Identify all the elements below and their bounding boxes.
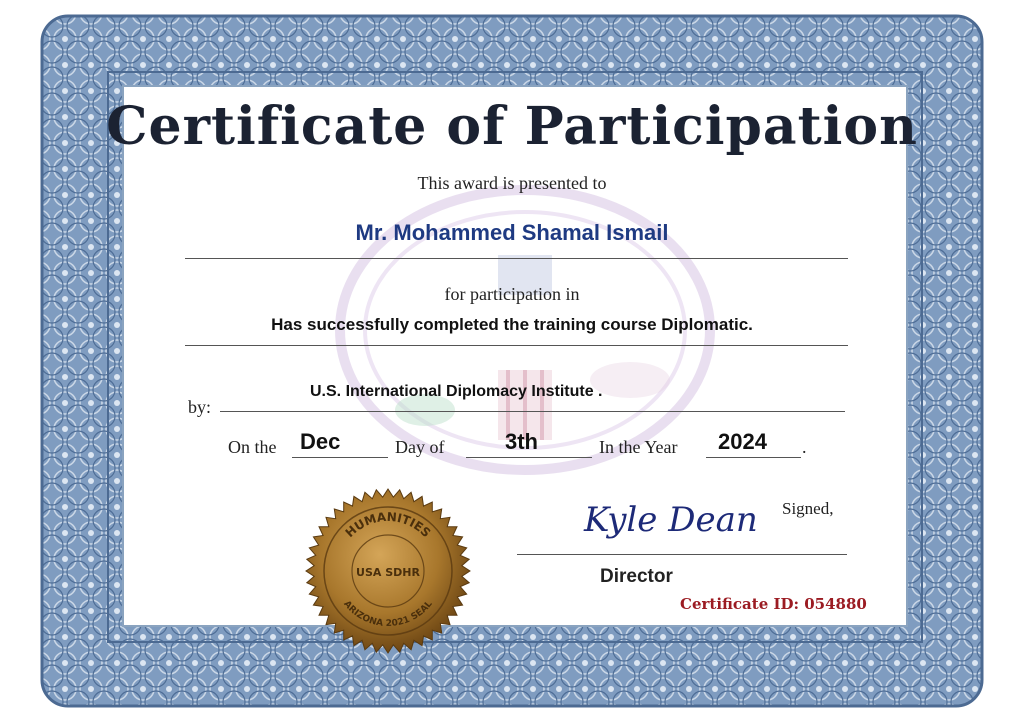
director-signature: Kyle Dean [584, 500, 758, 540]
year-label: In the Year [599, 437, 678, 457]
month-underline [292, 457, 388, 458]
day-value: 3th [505, 429, 538, 454]
day-underline [466, 457, 592, 458]
recipient-underline [185, 258, 848, 259]
signed-label: Signed, [782, 499, 834, 518]
seal-center-text: USA SDHR [356, 566, 420, 579]
presented-to-text: This award is presented to [417, 173, 607, 193]
participation-text: for participation in [444, 284, 580, 304]
certificate-id: Certificate ID: 054880 [680, 595, 867, 613]
on-the-label: On the [228, 437, 277, 457]
seal-bottom-text: ARIZONA 2021 SEAL [341, 599, 435, 630]
course-description: Has successfully completed the training course Diplomatic. [271, 315, 753, 334]
recipient-name: Mr. Mohammed Shamal Ismail [355, 220, 669, 245]
certificate-title: Certificate of Participation [106, 96, 918, 157]
month-value: Dec [300, 429, 341, 454]
day-of-label: Day of [395, 437, 445, 457]
by-label: by: [188, 397, 212, 417]
year-underline [706, 457, 801, 458]
institute-underline [220, 411, 845, 412]
year-value: 2024 [718, 429, 767, 454]
course-underline [185, 345, 848, 346]
institute-name: U.S. International Diplomacy Institute . [310, 383, 603, 400]
signer-title: Director [600, 566, 673, 587]
seal-top-text: HUMANITIES [342, 509, 434, 541]
gold-seal [303, 486, 473, 656]
signature-line [517, 554, 847, 555]
date-period: . [802, 437, 807, 457]
